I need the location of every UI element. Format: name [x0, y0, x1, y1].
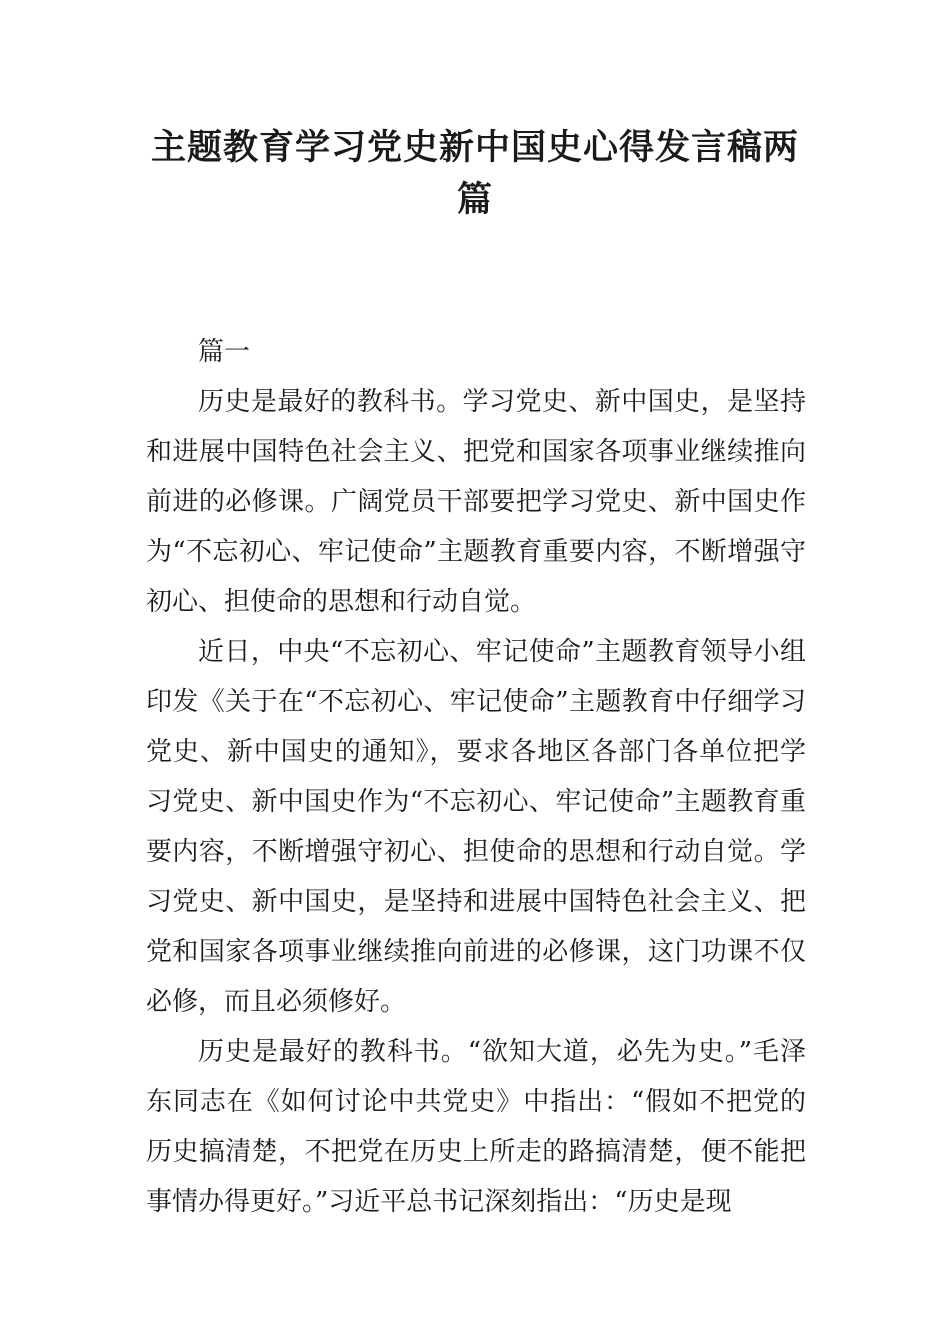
body-paragraph-1: 历史是最好的教科书。学习党史、新中国史，是坚持和进展中国特色社会主义、把党和国家各项事业继续推向前进的必修课。广阔党员干部要把学习党史、新中国史作为“不忘初心、牢记使命”主题教育重要内容，不断增强守初心、担使命的思想和行动自觉。 — [146, 387, 806, 617]
document-title: 主题教育学习党史新中国史心得发言稿两篇 — [150, 128, 799, 220]
body-paragraph-3: 历史是最好的教科书。“欲知大道，必先为史。”毛泽东同志在《如何讨论中共党史》中指出：“假如不把党的历史搞清楚，不把党在历史上所走的路搞清楚，便不能把事情办得更好。”习近平总书记深刻指出：“历史是现 — [146, 1037, 806, 1217]
body-paragraph-2: 近日，中央“不忘初心、牢记使命”主题教育领导小组印发《关于在“不忘初心、牢记使命”主题教育中仔细学习党史、新中国史的通知》，要求各地区各部门各单位把学习党史、新中国史作为“不忘初心、牢记使命”主题教育重要内容，不断增强守初心、担使命的思想和行动自觉。学习党史、新中国史，是坚持和进展中国特色社会主义、把党和国家各项事业继续推向前进的必修课，这门功课不仅必修，而且必须修好。 — [146, 637, 806, 1017]
document-body — [146, 327, 806, 1227]
section-heading: 篇一 — [198, 337, 251, 367]
